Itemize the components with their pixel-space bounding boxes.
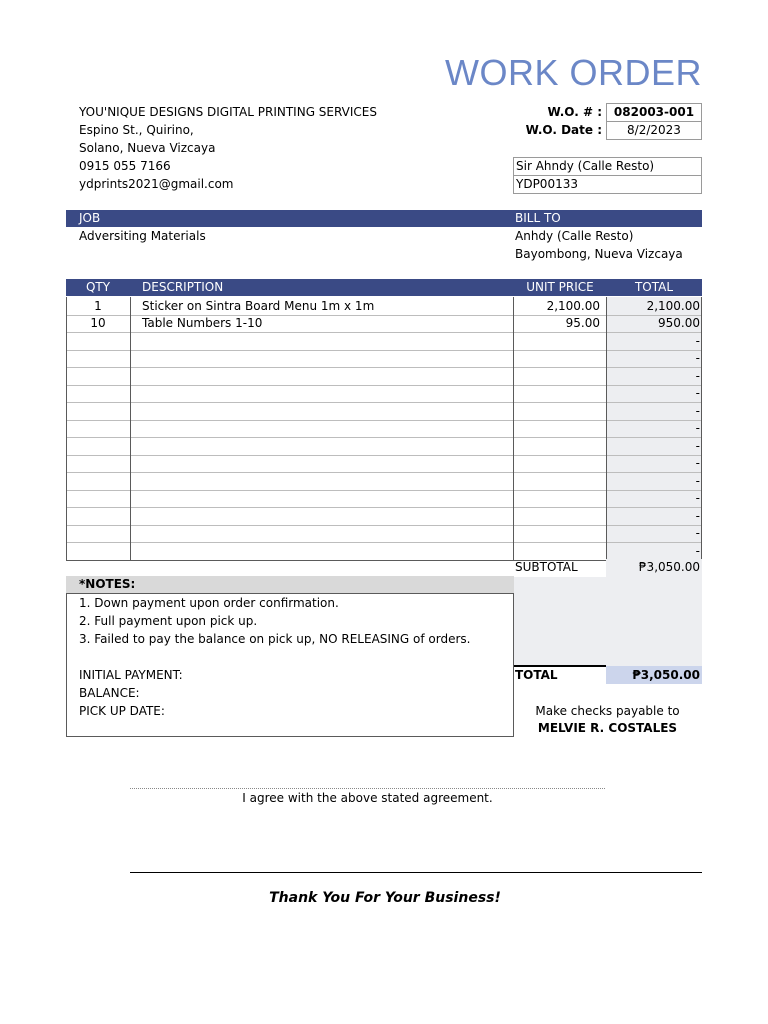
pickup-date-label: PICK UP DATE:: [79, 704, 165, 718]
totals-shade-left: [513, 577, 606, 666]
bill-to-header: BILL TO: [515, 211, 561, 225]
column-divider: [66, 297, 67, 560]
cell-qty: 1: [94, 298, 102, 313]
wo-number: 082003-001: [606, 103, 702, 122]
subtotal-label: SUBTOTAL: [515, 560, 578, 574]
note-line-1: 1. Down payment upon order confirmation.: [79, 596, 339, 610]
job-value: Adversiting Materials: [79, 229, 206, 243]
note-line-3: 3. Failed to pay the balance on pick up, NO RELEASING of orders.: [79, 632, 471, 646]
initial-payment-label: INITIAL PAYMENT:: [79, 668, 183, 682]
job-header: JOB: [79, 211, 101, 225]
company-name: YOU'NIQUE DESIGNS DIGITAL PRINTING SERVICES: [79, 105, 378, 119]
column-divider: [701, 297, 702, 560]
company-address-line1: Espino St., Quirino,: [79, 123, 194, 137]
company-email: ydprints2021@gmail.com: [79, 177, 234, 191]
cell-description: Sticker on Sintra Board Menu 1m x 1m: [142, 298, 375, 313]
note-line-2: 2. Full payment upon pick up.: [79, 614, 258, 628]
agreement-signature-line: [130, 788, 605, 789]
payable-to-text: Make checks payable to: [535, 704, 680, 718]
document-title: WORK ORDER: [445, 52, 702, 93]
client-code: YDP00133: [513, 175, 702, 194]
company-phone: 0915 055 7166: [79, 159, 171, 173]
cell-total: 2,100.00: [646, 298, 700, 313]
qty-header: QTY: [85, 280, 111, 294]
column-divider: [130, 297, 131, 560]
balance-label: BALANCE:: [79, 686, 140, 700]
notes-header: *NOTES:: [79, 577, 136, 591]
wo-number-label: W.O. # :: [547, 105, 602, 119]
cell-qty: 10: [90, 316, 106, 330]
bill-to-line2: Bayombong, Nueva Vizcaya: [515, 247, 683, 261]
total-value: ₱3,050.00: [632, 668, 700, 682]
cell-total: -: [695, 333, 700, 348]
cell-total: -: [695, 403, 700, 418]
bill-to-line1: Anhdy (Calle Resto): [515, 229, 634, 243]
cell-total: -: [695, 351, 700, 365]
cell-total: -: [695, 368, 700, 383]
cell-total: -: [695, 456, 700, 470]
subtotal-value: ₱3,050.00: [638, 560, 700, 574]
job-billto-bar: [66, 210, 702, 227]
footer-rule: [130, 872, 702, 873]
cell-unit-price: 95.00: [565, 316, 600, 330]
cell-unit-price: 2,100.00: [546, 298, 600, 313]
items-header-bar: [66, 279, 702, 296]
client-name: Sir Ahndy (Calle Resto): [513, 157, 702, 176]
payee-name: MELVIE R. COSTALES: [537, 721, 678, 735]
cell-total: -: [695, 508, 700, 523]
cell-total: 950.00: [658, 316, 700, 330]
column-divider: [513, 297, 514, 560]
total-label: TOTAL: [515, 668, 558, 682]
agreement-text: I agree with the above stated agreement.: [242, 791, 493, 805]
cell-total: -: [695, 438, 700, 453]
wo-date-label: W.O. Date :: [525, 123, 602, 137]
cell-total: -: [695, 526, 700, 540]
total-header: TOTAL: [634, 280, 674, 294]
cell-total: -: [695, 386, 700, 400]
company-address-line2: Solano, Nueva Vizcaya: [79, 141, 216, 155]
column-divider: [606, 297, 607, 560]
cell-total: -: [695, 491, 700, 505]
thank-you-message: Thank You For Your Business!: [269, 890, 501, 906]
unit-price-header: UNIT PRICE: [526, 280, 594, 294]
wo-date: 8/2/2023: [606, 121, 702, 140]
cell-total: -: [695, 543, 700, 558]
description-header: DESCRIPTION: [142, 280, 224, 294]
cell-total: -: [695, 473, 700, 488]
cell-description: Table Numbers 1-10: [142, 316, 263, 330]
cell-total: -: [695, 421, 700, 435]
